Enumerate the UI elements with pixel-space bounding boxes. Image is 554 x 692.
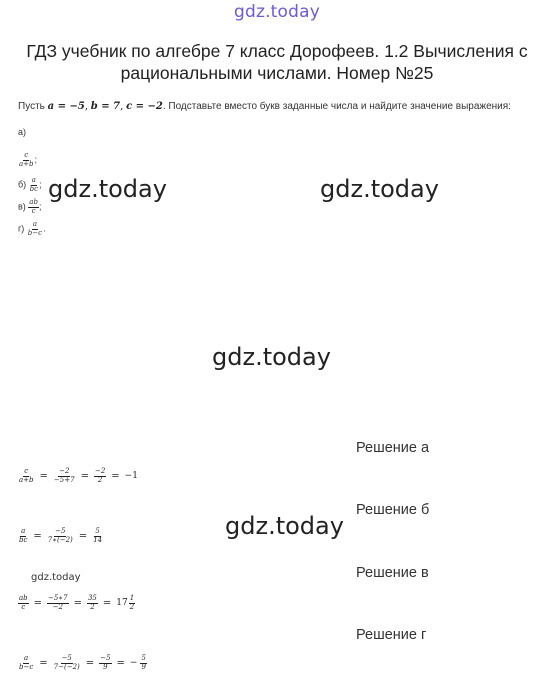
task-suffix: . Подставьте вместо букв заданные числа и найдите значение выражения: [162,101,511,112]
solution-v-heading: Решение в [356,565,429,581]
task-statement [18,101,511,112]
item-v: в) $\frac{ab}{c}$ ; [18,198,42,215]
watermark: gdz.today [225,512,344,540]
page-title: ГДЗ учебник по алгебре 7 класс Дорофеев. 1.2 Вычисления с рациональными числами. Номер №25 [26,41,528,83]
var-c: c = −2 [126,101,163,112]
var-b: b = 7, [90,101,124,112]
solution-g-equation: $\frac{a}{b-c}$ = $\frac{-5}{7-(-2)}$ = $\frac{-5}{9}$ = − $\frac{5}{9}$ [19,654,146,671]
item-a: $\frac{c}{a+b}$ ; [19,151,38,168]
solution-v-equation: $\frac{ab}{c}$ = $\frac{-5∗7}{-2}$ = $\frac{35}{2}$ = 17 $\frac{1}{2}$ [19,594,135,611]
watermark: gdz.today [31,572,81,583]
watermark: gdz.today [320,175,439,203]
solution-a-equation: $\frac{c}{a+b}$ = $\frac{-2}{-5+7}$ = $\frac{-2}{2}$ = −1 [19,467,138,484]
site-logo[interactable]: gdz.today [233,2,321,22]
item-a-fraction: $\frac{c}{a+b}$ [19,151,34,168]
watermark: gdz.today [212,343,331,371]
item-b-fraction: $\frac{a}{bc}$ [29,176,39,193]
item-g: г) $\frac{a}{b-c}$ . [18,220,46,237]
solution-b-equation: $\frac{a}{bc}$ = $\frac{-5}{7∗(-2)}$ = $\frac{5}{14}$ [19,527,103,544]
item-b: б) $\frac{a}{bc}$ ; [18,176,42,193]
solution-g-heading: Решение г [356,627,427,643]
solution-a-heading: Решение а [356,440,430,456]
solution-b-heading: Решение б [356,502,430,518]
var-a: a = −5, [47,101,89,112]
item-v-fraction: $\frac{ab}{c}$ [29,198,38,215]
watermark: gdz.today [48,175,167,203]
item-a-letter: а) [18,127,27,137]
item-g-fraction: $\frac{a}{b-c}$ [27,220,43,237]
task-prefix: Пусть [18,101,45,112]
